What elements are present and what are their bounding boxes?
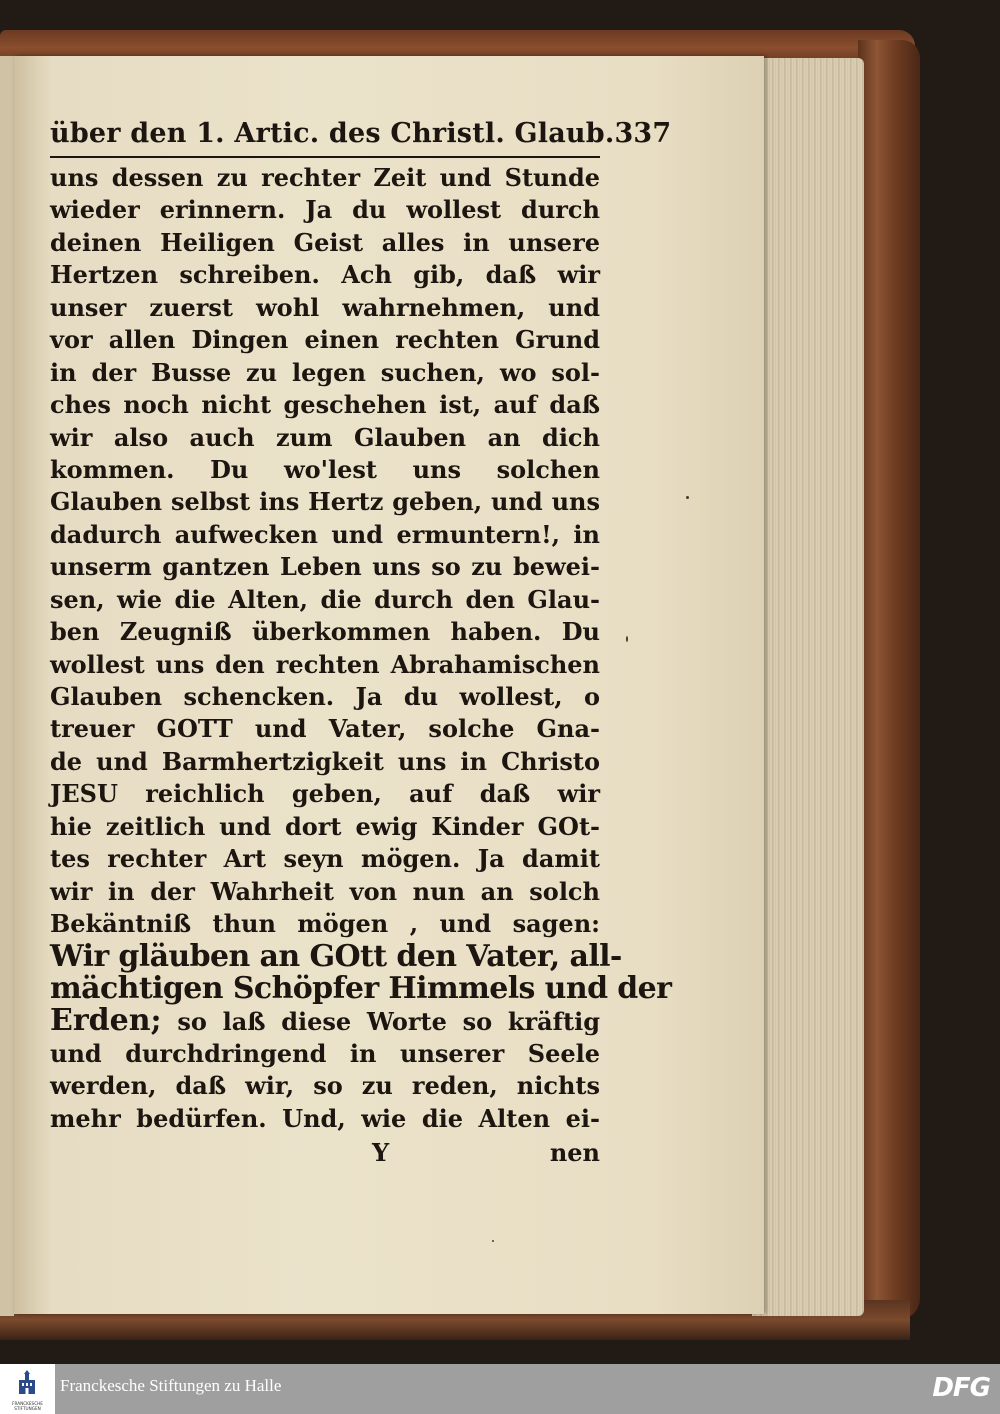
paper-speck <box>686 496 689 499</box>
text-line: unser zuerst wohl wahrnehmen, und <box>50 292 600 322</box>
book-cover-right <box>858 40 920 1320</box>
text-line: Hertzen schreiben. Ach gib, daß wir <box>50 260 600 290</box>
text-line: tes rechter Art seyn mögen. Ja damit <box>50 844 600 874</box>
text-line: Bekäntniß thun mögen , und sagen: <box>50 909 600 939</box>
creed-word: Erden; <box>50 1003 162 1039</box>
head-rule <box>50 156 600 158</box>
running-head <box>50 114 672 154</box>
book-page <box>14 56 764 1314</box>
text-line: mehr bedürfen. Und, wie die Alten ei- <box>50 1103 600 1133</box>
text-line: vor allen Dingen einen rechten Grund <box>50 325 600 355</box>
paper-speck <box>492 1240 494 1242</box>
text-line: sen, wie die Alten, die durch den Glau- <box>50 584 600 614</box>
text-line: deinen Heiligen Geist alles in unsere <box>50 227 600 257</box>
orphanage-building-icon <box>17 1370 37 1396</box>
foundation-logo <box>0 1364 55 1414</box>
page-number: 337 <box>614 118 672 149</box>
running-head-title: über den 1. Artic. des Christl. Glaub. <box>50 118 615 149</box>
logo-text: FRANCKESCHE STIFTUNGEN <box>12 1401 43 1411</box>
text-line: Glauben selbst ins Hertz geben, und uns <box>50 487 600 517</box>
dfg-logo: DFG <box>932 1373 990 1403</box>
text-line: unserm gantzen Leben uns so zu bewei- <box>50 552 600 582</box>
signature-row <box>50 1135 600 1171</box>
mixed-line <box>50 1005 600 1037</box>
text-line: dadurch aufwecken und ermuntern!, in <box>50 519 600 549</box>
text-line: ches noch nicht geschehen ist, auf daß <box>50 390 600 420</box>
text-line: und durchdringend in unserer Seele <box>50 1038 600 1068</box>
text-block <box>50 114 672 1171</box>
footer-bar <box>0 1364 1000 1414</box>
text-line: wir also auch zum Glauben an dich <box>50 422 600 452</box>
text-line: wieder erinnern. Ja du wollest durch <box>50 195 600 225</box>
text-line: werden, daß wir, so zu reden, nichts <box>50 1071 600 1101</box>
catchword: nen <box>549 1138 600 1168</box>
text-line: JESU reichlich geben, auf daß wir <box>50 779 600 809</box>
text-line: treuer GOTT und Vater, solche Gna- <box>50 714 600 744</box>
mixed-line-rest: so laß diese Worte so kräftig <box>161 1007 600 1037</box>
paper-speck <box>626 636 628 642</box>
institution-name: Franckesche Stiftungen zu Halle <box>60 1376 282 1395</box>
text-line: ben Zeugniß überkommen haben. Du <box>50 617 600 647</box>
text-line: uns dessen zu rechter Zeit und Stunde <box>50 163 600 192</box>
creed-line: mächtigen Schöpfer Himmels und der <box>50 970 672 1006</box>
text-line: de und Barmhertzigkeit uns in Christo <box>50 746 600 776</box>
signature-mark: Y <box>372 1138 390 1168</box>
text-line: wir in der Wahrheit von nun an solch <box>50 876 600 906</box>
page-block-edges <box>752 58 864 1316</box>
text-line: kommen. Du wo'lest uns solchen <box>50 454 600 484</box>
text-line: in der Busse zu legen suchen, wo sol- <box>50 357 600 387</box>
text-line: wollest uns den rechten Abrahamischen <box>50 649 600 679</box>
creed-line: Wir gläuben an GOtt den Vater, all- <box>50 938 622 974</box>
text-line: Glauben schencken. Ja du wollest, o <box>50 682 600 711</box>
previous-page-edge <box>0 56 14 1316</box>
text-line: hie zeitlich und dort ewig Kinder GOt- <box>50 811 600 841</box>
